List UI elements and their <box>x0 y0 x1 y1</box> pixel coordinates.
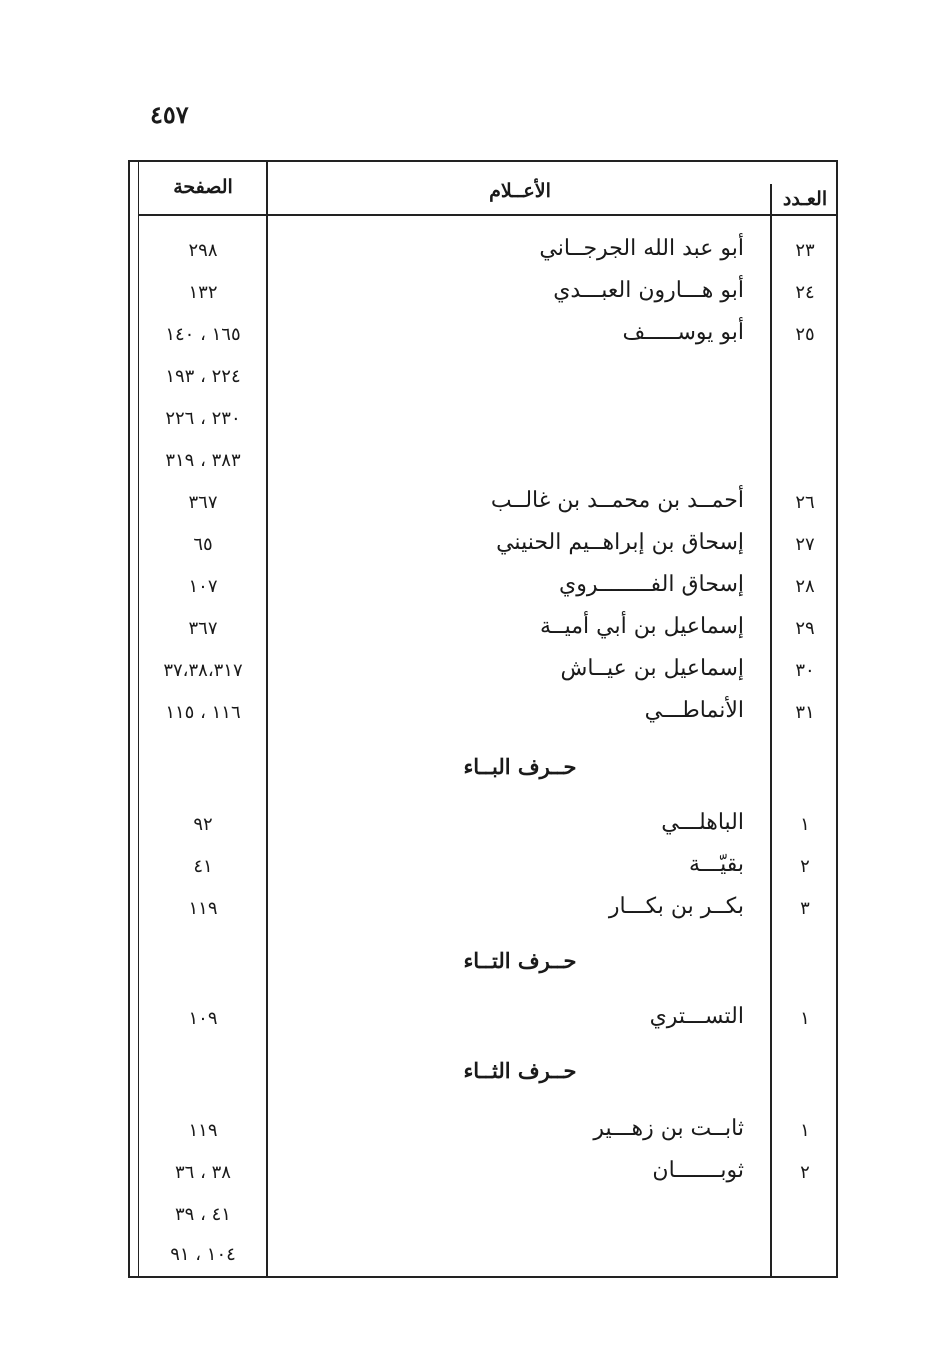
row-pages: ٢٩٨ <box>188 240 218 261</box>
table-row <box>130 318 836 358</box>
row-name: إسحاق بن إبراهــيم الحنيني <box>496 530 744 555</box>
table-row <box>130 1114 836 1154</box>
row-pages: ٣٦٧ <box>188 492 218 513</box>
row-pages: ١٠٤ ، ٩١ <box>170 1244 236 1265</box>
section-heading-tha: حــرف الثــاء <box>463 1058 577 1083</box>
section-heading-ba: حــرف البــاء <box>463 754 577 779</box>
table-row <box>130 1156 836 1196</box>
row-number: ٢٣ <box>795 240 815 261</box>
table-row <box>130 696 836 736</box>
row-pages: ٦٥ <box>193 534 213 555</box>
row-name: بقيّـــة <box>688 852 744 877</box>
row-name: الأنماطـــي <box>644 698 744 723</box>
row-name: إسماعيل بن عيــاش <box>560 656 744 681</box>
row-number: ٢٩ <box>795 618 815 639</box>
table-row <box>130 402 836 442</box>
row-number: ١ <box>800 814 810 835</box>
row-pages: ٢٣٠ ، ٢٢٦ <box>165 408 241 429</box>
table-row <box>130 1002 836 1042</box>
row-number: ٢٦ <box>795 492 815 513</box>
row-name: إسحاق الفــــــــروي <box>558 572 744 597</box>
row-pages: ١١٩ <box>188 898 218 919</box>
row-name: ثوبـــــــان <box>652 1158 744 1183</box>
row-pages: ٣٨٣ ، ٣١٩ <box>165 450 241 471</box>
index-table <box>128 160 838 1278</box>
table-row <box>130 850 836 890</box>
row-number: ٢ <box>800 856 810 877</box>
row-number: ١ <box>800 1008 810 1029</box>
row-number: ٢٤ <box>795 282 815 303</box>
row-pages: ٢٢٤ ، ١٩٣ <box>165 366 241 387</box>
row-name: ثابــت بن زهـــير <box>593 1116 744 1141</box>
section-heading-ta: حــرف التــاء <box>463 948 577 973</box>
row-number: ٣٠ <box>795 660 815 681</box>
row-pages: ١١٦ ، ١١٥ <box>165 702 241 723</box>
row-name: الباهلـــي <box>661 810 744 835</box>
row-name: أبو عبد الله الجرجــاني <box>539 236 744 261</box>
row-number: ٢٨ <box>795 576 815 597</box>
header-rule <box>138 214 836 216</box>
row-name: أبو هـــارون العبـــدي <box>553 278 744 303</box>
header-names: الأعــلام <box>489 180 551 202</box>
table-row <box>130 1238 836 1278</box>
row-number: ١ <box>800 1120 810 1141</box>
row-number: ٢ <box>800 1162 810 1183</box>
row-pages: ٤١ ، ٣٩ <box>175 1204 231 1225</box>
table-row <box>130 234 836 274</box>
row-name: أحمــد بن محمــد بن غالــب <box>490 488 744 513</box>
row-number: ٢٧ <box>795 534 815 555</box>
row-pages: ٤١ <box>193 856 213 877</box>
table-row <box>130 612 836 652</box>
table-row <box>130 808 836 848</box>
row-pages: ٣٧،٣٨،٣١٧ <box>163 660 243 681</box>
row-pages: ٩٢ <box>193 814 213 835</box>
row-number: ٣ <box>800 898 810 919</box>
table-row <box>130 360 836 400</box>
row-name: التســـتري <box>649 1004 744 1029</box>
row-name: إسماعيل بن أبي أميــة <box>539 614 744 639</box>
row-number: ٣١ <box>795 702 815 723</box>
header-number: العـدد <box>782 188 828 210</box>
page-number: ٤٥٧ <box>150 100 189 129</box>
table-row <box>130 654 836 694</box>
table-row <box>130 570 836 610</box>
table-row <box>130 528 836 568</box>
table-row <box>130 444 836 484</box>
row-pages: ١٦٥ ، ١٤٠ <box>165 324 241 345</box>
table-row <box>130 892 836 932</box>
row-number: ٢٥ <box>795 324 815 345</box>
row-pages: ٣٨ ، ٣٦ <box>175 1162 231 1183</box>
table-row <box>130 1198 836 1238</box>
row-pages: ١٠٩ <box>188 1008 218 1029</box>
header-pages: الصفحة <box>173 176 233 198</box>
table-row <box>130 276 836 316</box>
row-pages: ١٠٧ <box>188 576 218 597</box>
row-name: بكــر بن بكـــار <box>608 894 744 919</box>
row-pages: ١١٩ <box>188 1120 218 1141</box>
row-pages: ٣٦٧ <box>188 618 218 639</box>
row-pages: ١٣٢ <box>188 282 218 303</box>
table-row <box>130 486 836 526</box>
row-name: أبو يوســـــف <box>622 320 744 345</box>
